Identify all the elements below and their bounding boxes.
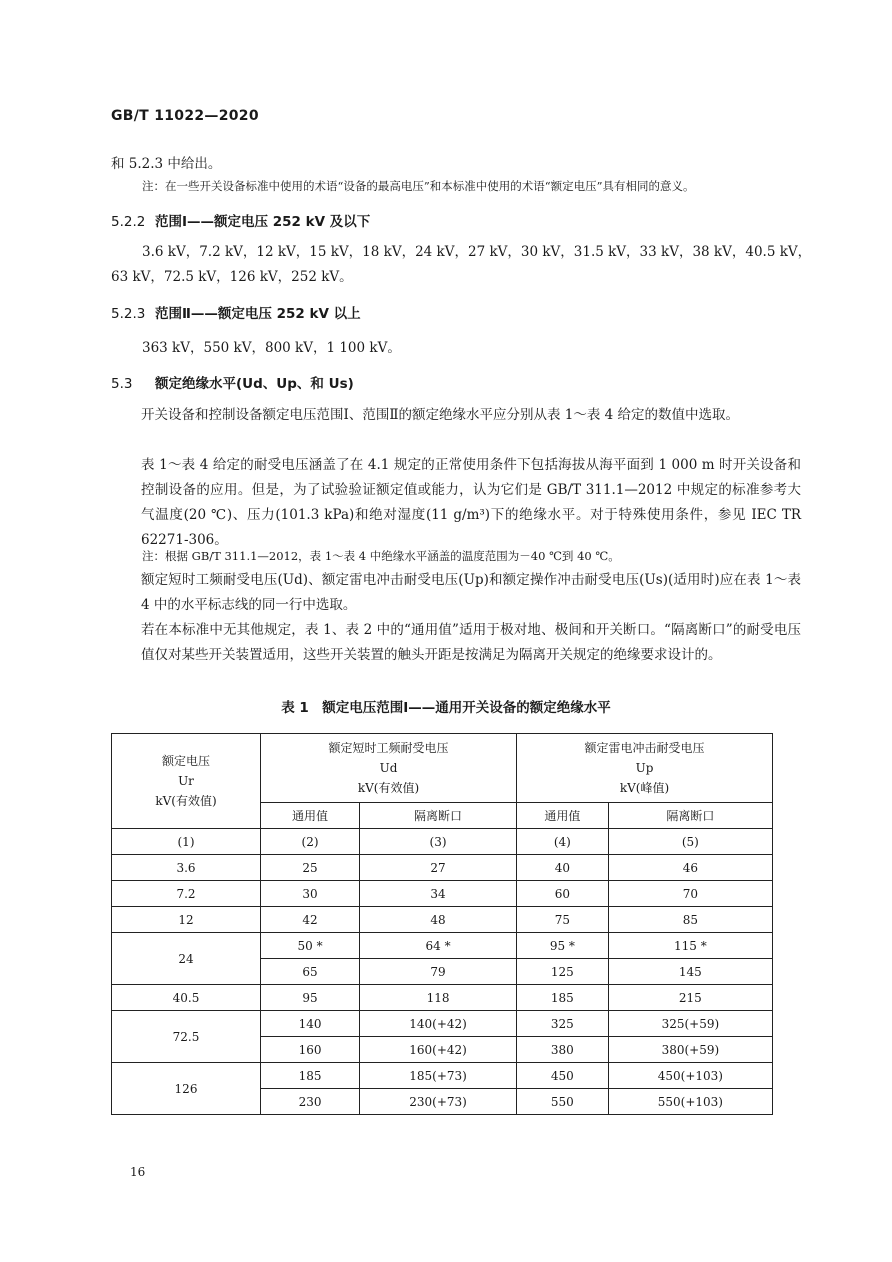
paragraph-3 [111,568,801,618]
ud-isolating-cell: 48 [360,907,517,933]
column-number: (2) [261,829,360,855]
subheader-common: 通用值 [516,803,608,829]
up-common-cell: 95 * [516,933,608,959]
up-isolating-cell: 70 [608,881,772,907]
section-heading-5-3 [111,372,354,392]
paragraph-4-text: 若在本标准中无其他规定，表 1、表 2 中的“通用值”适用于极对地、极间和开关断口。“隔离断口”的耐受电压值仅对某些开关装置适用，这些开关装置的触头开距是按满足为隔离开关规定的绝缘要求设计的。 [141,622,801,663]
rated-voltage-cell: 72.5 [112,1011,261,1063]
subheader-isolating: 隔离断口 [360,803,517,829]
standard-code-header: GB/T 11022—2020 [111,108,259,124]
page-number: 16 [130,1165,146,1179]
lightning-impulse-header [516,734,772,803]
ud-isolating-cell: 27 [360,855,517,881]
ud-isolating-cell: 140(+42) [360,1011,517,1037]
rated-voltage-header [112,734,261,829]
up-common-cell: 40 [516,855,608,881]
column-number-row [112,829,773,855]
section-title: 范围Ⅰ——额定电压 252 kV 及以下 [155,214,371,230]
up-isolating-cell: 145 [608,959,772,985]
header-unit: kV(有效值) [357,781,420,795]
ud-isolating-cell: 118 [360,985,517,1011]
ud-common-cell: 65 [261,959,360,985]
subheader-common: 通用值 [261,803,360,829]
column-number: (3) [360,829,517,855]
voltage-list-line-3: 363 kV，550 kV，800 kV，1 100 kV。 [142,340,401,356]
header-unit: kV(峰值) [619,781,670,795]
table-row [112,881,773,907]
up-common-cell: 450 [516,1063,608,1089]
rated-voltage-cell: 126 [112,1063,261,1115]
paragraph-note: 注：根据 GB/T 311.1—2012，表 1～表 4 中绝缘水平涵盖的温度范围为－40 ℃到 40 ℃。 [142,549,620,563]
section-number: 5.2.2 [111,214,146,230]
ud-common-cell: 185 [261,1063,360,1089]
header-line: 额定雷电冲击耐受电压 [584,741,705,755]
paragraph-2-text: 表 1～表 4 给定的耐受电压涵盖了在 4.1 规定的正常使用条件下包括海拔从海平面到 1 000 m 时开关设备和控制设备的应用。但是，为了试验验证额定值或能力，认为它们是 GB/T 311.1—2012 中规定的标准参考大气温度(20 ℃)、压力(101.3 kPa)和绝对湿度(11 g/m³)下的绝缘水平。对于特殊使用条件，参见 IEC TR 62271-306。 [141,457,801,548]
rated-voltage-cell: 7.2 [112,881,261,907]
ud-isolating-cell: 185(+73) [360,1063,517,1089]
up-isolating-cell: 115 * [608,933,772,959]
ud-isolating-cell: 230(+73) [360,1089,517,1115]
section-title: 范围Ⅱ——额定电压 252 kV 以上 [155,306,361,322]
table-row [112,1063,773,1089]
ud-common-cell: 50 * [261,933,360,959]
up-common-cell: 185 [516,985,608,1011]
ud-common-cell: 230 [261,1089,360,1115]
ud-isolating-cell: 64 * [360,933,517,959]
header-symbol: Ud [379,761,398,775]
intro-line: 和 5.2.3 中给出。 [111,156,222,172]
up-isolating-cell: 450(+103) [608,1063,772,1089]
up-common-cell: 125 [516,959,608,985]
paragraph-4 [111,618,801,668]
table-caption: 表 1 额定电压范围Ⅰ——通用开关设备的额定绝缘水平 [281,700,611,716]
header-symbol: Ur [178,774,194,788]
up-isolating-cell: 550(+103) [608,1089,772,1115]
up-common-cell: 60 [516,881,608,907]
header-unit: kV(有效值) [155,794,217,808]
ud-isolating-cell: 79 [360,959,517,985]
section-title: 额定绝缘水平(Ud、Up、和 Us) [155,376,354,392]
power-frequency-header [261,734,517,803]
header-symbol: Up [635,761,654,775]
paragraph-3-text: 额定短时工频耐受电压(Ud)、额定雷电冲击耐受电压(Up)和额定操作冲击耐受电压(Us)(适用时)应在表 1～表 4 中的水平标志线的同一行中选取。 [141,572,801,613]
section-heading-5-2-2 [111,210,370,230]
up-common-cell: 380 [516,1037,608,1063]
ud-common-cell: 25 [261,855,360,881]
table-row [112,985,773,1011]
column-number: (4) [516,829,608,855]
up-common-cell: 75 [516,907,608,933]
ud-isolating-cell: 34 [360,881,517,907]
up-isolating-cell: 215 [608,985,772,1011]
section-number: 5.2.3 [111,306,146,322]
up-common-cell: 325 [516,1011,608,1037]
ud-common-cell: 140 [261,1011,360,1037]
voltage-list-line-2: 63 kV，72.5 kV，126 kV，252 kV。 [111,269,353,285]
header-line: 额定电压 [161,754,210,768]
intro-note: 注：在一些开关设备标准中使用的术语“设备的最高电压”和本标准中使用的术语“额定电压”具有相同的意义。 [142,179,695,193]
section-heading-5-2-3 [111,302,361,322]
rated-voltage-cell: 40.5 [112,985,261,1011]
column-number: (1) [112,829,261,855]
up-isolating-cell: 380(+59) [608,1037,772,1063]
header-line: 额定短时工频耐受电压 [328,741,449,755]
ud-common-cell: 42 [261,907,360,933]
table-row [112,907,773,933]
up-common-cell: 550 [516,1089,608,1115]
ud-isolating-cell: 160(+42) [360,1037,517,1063]
paragraph-2 [111,453,801,553]
paragraph-1-text: 开关设备和控制设备额定电压范围Ⅰ、范围Ⅱ的额定绝缘水平应分别从表 1～表 4 给定的数值中选取。 [141,407,740,423]
table-header-row [112,734,773,803]
insulation-level-table [111,733,773,1115]
table-row [112,933,773,959]
table-row [112,1011,773,1037]
rated-voltage-cell: 3.6 [112,855,261,881]
ud-common-cell: 160 [261,1037,360,1063]
rated-voltage-cell: 24 [112,933,261,985]
ud-common-cell: 30 [261,881,360,907]
ud-common-cell: 95 [261,985,360,1011]
column-number: (5) [608,829,772,855]
up-isolating-cell: 85 [608,907,772,933]
up-isolating-cell: 325(+59) [608,1011,772,1037]
voltage-list-line-1: 3.6 kV，7.2 kV，12 kV，15 kV，18 kV，24 kV，27 kV，30 kV，31.5 kV，33 kV，38 kV，40.5 kV， [142,244,812,260]
paragraph-1 [111,403,801,428]
rated-voltage-cell: 12 [112,907,261,933]
subheader-isolating: 隔离断口 [608,803,772,829]
up-isolating-cell: 46 [608,855,772,881]
table-row [112,855,773,881]
section-number: 5.3 [111,376,133,392]
